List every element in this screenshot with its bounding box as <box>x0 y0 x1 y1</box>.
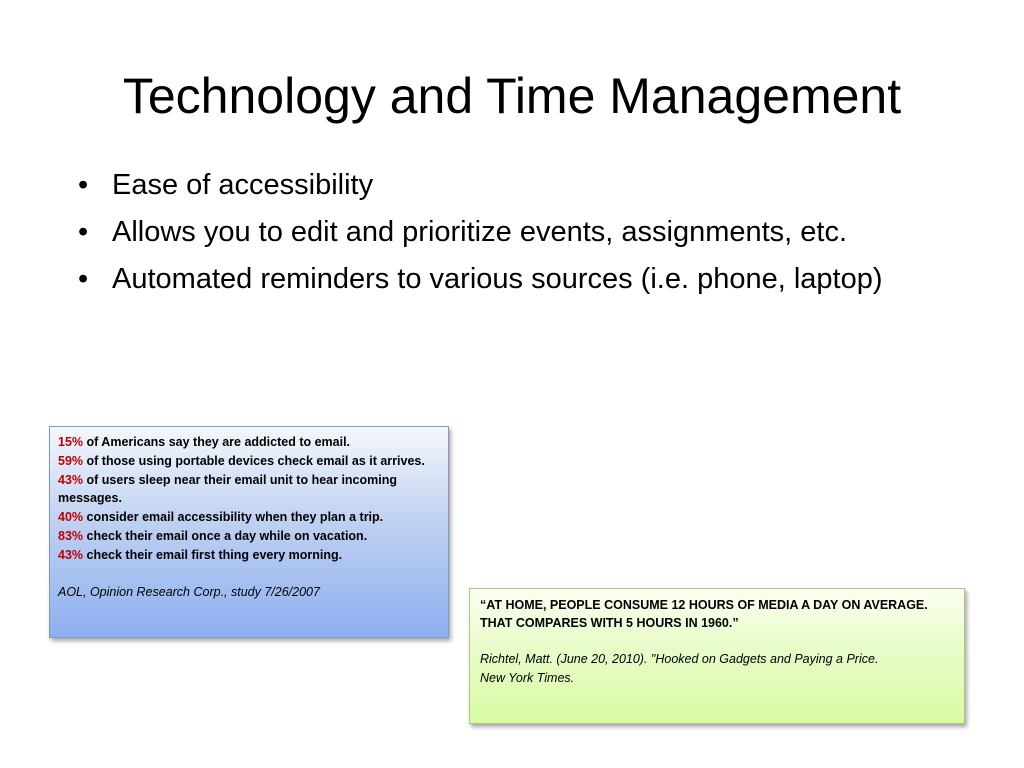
media-quote-box <box>469 588 965 724</box>
stat-percentage: 40% <box>58 510 84 525</box>
stat-text: check their email once a day while on vacation. <box>83 528 368 543</box>
stat-text: of Americans say they are addicted to email. <box>83 435 351 449</box>
stat-percentage: 43% <box>58 472 84 487</box>
bullet-list <box>78 162 898 303</box>
quote-citation <box>480 650 954 687</box>
stat-percentage: 83% <box>58 528 84 543</box>
citation-line: New York Times. <box>480 670 575 685</box>
citation-line: Richtel, Matt. (June 20, 2010). "Hooked on Gadgets and Paying a Price. <box>480 652 879 666</box>
stat-percentage: 59% <box>58 453 84 468</box>
slide-title: Technology and Time Management <box>122 68 902 124</box>
stat-percentage: 15% <box>58 435 84 449</box>
bullet-text: Automated reminders to various sources (i.e. phone, laptop) <box>112 263 883 295</box>
bullet-text: Allows you to edit and prioritize events, assignments, etc. <box>112 216 848 248</box>
bullet-dot-icon: • <box>78 263 89 295</box>
stat-line <box>58 527 440 546</box>
stat-text: of those using portable devices check email as it arrives. <box>83 453 425 468</box>
bullet-item <box>78 209 898 256</box>
stat-line <box>58 433 440 452</box>
bullet-dot-icon: • <box>78 169 89 201</box>
stat-text: check their email first thing every morning. <box>83 547 343 562</box>
bullet-text: Ease of accessibility <box>112 169 374 201</box>
stat-line <box>58 546 440 565</box>
stat-line <box>58 508 440 527</box>
stat-line <box>58 471 440 509</box>
stat-text: of users sleep near their email unit to hear incoming messages. <box>58 472 397 506</box>
bullet-dot-icon: • <box>78 216 89 248</box>
email-stats-box <box>49 426 449 638</box>
quote-text: “AT HOME, PEOPLE CONSUME 12 HOURS OF MEDIA A DAY ON AVERAGE. THAT COMPARES WITH 5 HOURS IN 1960.” <box>480 598 928 630</box>
bullet-item <box>78 162 898 209</box>
bullet-item <box>78 256 898 303</box>
stats-source: AOL, Opinion Research Corp., study 7/26/2007 <box>58 584 320 599</box>
stat-percentage: 43% <box>58 547 84 562</box>
stat-line <box>58 452 440 471</box>
stat-text: consider email accessibility when they plan a trip. <box>83 510 384 525</box>
